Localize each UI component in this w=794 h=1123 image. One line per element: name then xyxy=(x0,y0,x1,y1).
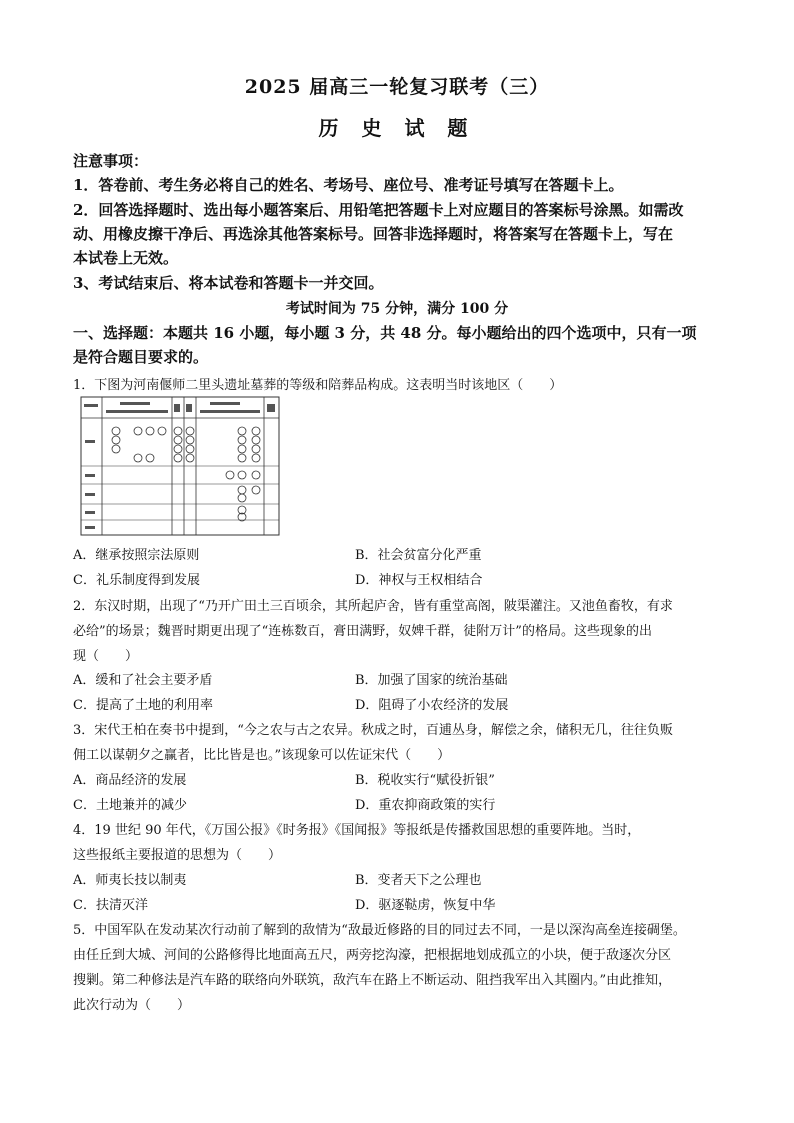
option-c: C．礼乐制度得到发展 xyxy=(73,573,200,588)
question-stem: 5．中国军队在发动某次行动前了解到的敌情为“敌最近修路的目的同过去不同，一是以深沟高垒连接碉堡。 xyxy=(73,923,686,938)
question-stem: 1．下图为河南偃师二里头遗址墓葬的等级和陪葬品构成。这表明当时该地区（ ） xyxy=(73,378,563,393)
exam-subject: 历 史 试 题 xyxy=(318,116,476,140)
question-stem: 这些报纸主要报道的思想为（ ） xyxy=(73,848,282,863)
question-stem: 由任丘到大城、河间的公路修得比地面高五尺，两旁挖沟濠，把根据地划成孤立的小块，便于敌逐次分区 xyxy=(73,948,672,963)
question-stem: 此次行动为（ ） xyxy=(73,998,191,1013)
notice-item: 本试卷上无效。 xyxy=(73,249,179,267)
option-a: A．缓和了社会主要矛盾 xyxy=(73,673,213,688)
option-d: D．神权与王权相结合 xyxy=(355,573,483,588)
tomb-grade-figure xyxy=(80,396,280,536)
option-a: A．商品经济的发展 xyxy=(73,773,187,788)
option-a: A．继承按照宗法原则 xyxy=(73,548,200,563)
option-b: B．税收实行“赋役折银” xyxy=(355,773,495,788)
option-c: C．土地兼并的减少 xyxy=(73,798,187,813)
section-heading: 是符合题目要求的。 xyxy=(73,348,209,366)
notice-item: 3、考试结束后、将本试卷和答题卡一并交回。 xyxy=(73,274,384,292)
question-stem: 3．宋代王柏在奏书中提到，“今之农与古之农异。秋成之时，百逋丛身，解偿之余，储积无几，往往负贩 xyxy=(73,723,673,738)
notice-item: 1．答卷前、考生务必将自己的姓名、考场号、座位号、准考证号填写在答题卡上。 xyxy=(73,176,624,194)
option-a: A．师夷长技以制夷 xyxy=(73,873,187,888)
option-d: D．驱逐鞑虏，恢复中华 xyxy=(355,898,496,913)
question-stem: 4．19 世纪 90 年代，《万国公报》《时务报》《国闻报》等报纸是传播救国思想的重要阵地。当时， xyxy=(73,823,641,838)
option-b: B．变者天下之公理也 xyxy=(355,873,482,888)
option-c: C．提高了土地的利用率 xyxy=(73,698,213,713)
question-stem: 2．东汉时期，出现了“乃开广田土三百顷余，其所起庐舍，皆有重堂高阁，陂渠灌注。又池鱼畜牧，有求 xyxy=(73,599,673,614)
exam-title: 2025 届高三一轮复习联考（三） xyxy=(244,76,550,98)
option-b: B．加强了国家的统治基础 xyxy=(355,673,508,688)
option-b: B．社会贫富分化严重 xyxy=(355,548,482,563)
option-c: C．扶清灭洋 xyxy=(73,898,148,913)
question-stem: 搜剿。第二种修法是汽车路的联络向外联筑，敌汽车在路上不断运动、阻挡我军出入其圈内。”由此推知， xyxy=(73,973,672,988)
option-d: D．重农抑商政策的实行 xyxy=(355,798,496,813)
notice-item: 动、用橡皮擦干净后、再选涂其他答案标号。回答非选择题时，将答案写在答题卡上，写在 xyxy=(73,225,674,243)
notice-heading: 注意事项： xyxy=(73,152,149,170)
option-d: D．阻碍了小农经济的发展 xyxy=(355,698,509,713)
question-stem: 必给”的场景；魏晋时期更出现了“连栋数百，膏田满野，奴婢千群，徒附万计”的格局。这些现象的出 xyxy=(73,624,652,639)
exam-info: 考试时间为 75 分钟，满分 100 分 xyxy=(285,301,509,317)
question-stem: 现（ ） xyxy=(73,649,139,664)
section-heading: 一、选择题：本题共 16 小题，每小题 3 分，共 48 分。每小题给出的四个选项中，只有一项 xyxy=(73,324,697,342)
question-stem: 佣工以谋朝夕之赢者，比比皆是也。”该现象可以佐证宋代（ ） xyxy=(73,748,451,763)
notice-item: 2．回答选择题时、选出每小题答案后、用铅笔把答题卡上对应题目的答案标号涂黑。如需改 xyxy=(73,201,684,219)
